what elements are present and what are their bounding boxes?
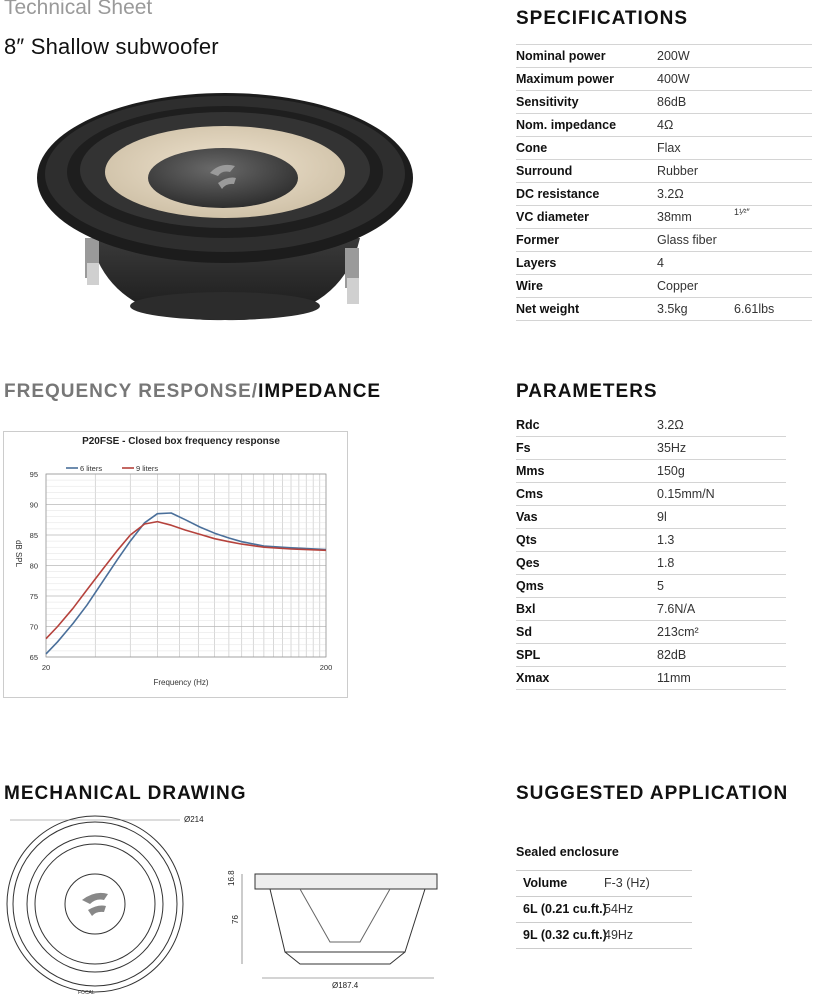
chart-title: P20FSE - Closed box frequency response	[82, 436, 280, 447]
spec-value: 4Ω	[657, 118, 674, 132]
parameter-row	[516, 598, 786, 621]
parameter-row	[516, 621, 786, 644]
parameter-label: Sd	[516, 625, 532, 639]
parameter-label: Vas	[516, 510, 538, 524]
spec-value: 3.5kg	[657, 302, 688, 316]
spec-value: 4	[657, 256, 664, 270]
dim-outer-label: Ø214	[184, 815, 204, 824]
spec-value: 38mm	[657, 210, 692, 224]
parameter-value: 150g	[657, 464, 685, 478]
spec-value: 400W	[657, 72, 690, 86]
x-tick-label: 20	[41, 663, 51, 672]
spec-row	[516, 275, 812, 298]
dim-height2-label: 76	[231, 915, 240, 924]
parameter-value: 3.2Ω	[657, 418, 684, 432]
specifications-title: SPECIFICATIONS	[516, 8, 688, 29]
application-row	[516, 897, 692, 923]
x-axis-label: Frequency (Hz)	[153, 678, 209, 687]
brand-mark: FOCAL	[78, 990, 95, 996]
parameter-label: Qts	[516, 533, 537, 547]
spec-label: DC resistance	[516, 187, 600, 201]
parameters-title: PARAMETERS	[516, 381, 658, 402]
parameter-row	[516, 506, 786, 529]
parameter-row	[516, 552, 786, 575]
parameter-label: Mms	[516, 464, 545, 478]
spec-row	[516, 298, 812, 321]
parameter-value: 1.8	[657, 556, 675, 570]
parameter-value: 1.3	[657, 533, 675, 547]
frequency-chart-panel	[3, 431, 348, 698]
y-tick-label: 90	[29, 500, 38, 510]
application-table	[516, 870, 692, 949]
parameter-row	[516, 437, 786, 460]
y-tick-label: 95	[29, 470, 38, 479]
y-tick-label: 70	[29, 622, 38, 632]
spec-label: Cone	[516, 141, 548, 155]
mechanical-drawing	[0, 812, 450, 997]
series-line	[46, 522, 326, 639]
parameter-label: Xmax	[516, 671, 550, 685]
parameter-label: Rdc	[516, 418, 540, 432]
spec-label: Maximum power	[516, 72, 614, 86]
application-title: SUGGESTED APPLICATION	[516, 783, 789, 804]
spec-row	[516, 68, 812, 91]
parameter-row	[516, 644, 786, 667]
y-axis-label: dB SPL	[14, 539, 23, 568]
parameters-table	[516, 414, 812, 690]
parameter-row	[516, 575, 786, 598]
application-row	[516, 923, 692, 949]
x-tick-label: 200	[319, 663, 333, 672]
parameter-value: 5	[657, 579, 664, 593]
parameter-row	[516, 529, 786, 552]
dim-base-label: Ø187.4	[332, 981, 359, 990]
spec-row	[516, 252, 812, 275]
application-header-row	[516, 870, 692, 897]
dim-height1-label: 16.8	[227, 870, 236, 886]
spec-label: Former	[516, 233, 560, 247]
y-tick-label: 75	[29, 592, 38, 601]
parameter-label: SPL	[516, 648, 541, 662]
spec-value: Glass fiber	[657, 233, 717, 247]
parameter-label: Qms	[516, 579, 544, 593]
spec-value: 86dB	[657, 95, 687, 109]
spec-value: 200W	[657, 49, 690, 63]
parameter-label: Fs	[516, 441, 531, 455]
spec-row	[516, 45, 812, 68]
spec-label: Wire	[516, 279, 543, 293]
parameter-value: 35Hz	[657, 441, 687, 455]
spec-label: Nominal power	[516, 49, 606, 63]
frequency-chart	[4, 432, 347, 697]
specifications-table	[516, 44, 812, 321]
spec-label: Net weight	[516, 302, 580, 316]
spec-value: Rubber	[657, 164, 698, 178]
application-header-volume: Volume	[523, 876, 568, 890]
application-subtitle: Sealed enclosure	[516, 845, 619, 859]
spec-row	[516, 91, 812, 114]
y-tick-label: 65	[29, 653, 38, 662]
parameter-row	[516, 483, 786, 506]
spec-label: VC diameter	[516, 210, 589, 224]
parameter-value: 7.6N/A	[657, 602, 696, 616]
subwoofer-photo	[30, 88, 430, 338]
parameter-value: 82dB	[657, 648, 687, 662]
spec-row	[516, 183, 812, 206]
y-tick-label: 85	[29, 531, 38, 540]
spec-label: Sensitivity	[516, 95, 579, 109]
product-title: 8″ Shallow subwoofer	[4, 34, 219, 59]
parameter-value: 11mm	[657, 671, 691, 685]
parameter-value: 9l	[657, 510, 667, 524]
spec-value: Flax	[657, 141, 681, 155]
application-f3: 54Hz	[604, 902, 634, 916]
application-f3: 49Hz	[604, 928, 634, 942]
spec-value: 3.2Ω	[657, 187, 684, 201]
frequency-section-title	[4, 381, 381, 403]
spec-label: Surround	[516, 164, 573, 178]
y-tick-label: 80	[29, 561, 38, 571]
parameter-label: Qes	[516, 556, 540, 570]
legend-label: 9 liters	[136, 464, 159, 473]
application-volume: 6L (0.21 cu.ft.)	[523, 902, 607, 916]
parameter-label: Bxl	[516, 602, 536, 616]
parameter-value: 0.15mm/N	[657, 487, 715, 501]
spec-value: Copper	[657, 279, 698, 293]
parameter-row	[516, 460, 786, 483]
spec-row	[516, 114, 812, 137]
spec-label: Layers	[516, 256, 557, 270]
parameter-label: Cms	[516, 487, 544, 501]
mechanical-title: MECHANICAL DRAWING	[4, 783, 247, 804]
spec-row	[516, 137, 812, 160]
spec-label: Nom. impedance	[516, 118, 617, 132]
parameter-row	[516, 667, 786, 690]
parameter-value: 213cm²	[657, 625, 699, 639]
spec-alt-value: 1¹⁄²″	[734, 207, 750, 217]
sheet-label: Technical Sheet	[4, 0, 153, 19]
parameter-row	[516, 414, 786, 437]
spec-row	[516, 229, 812, 252]
application-header-f3: F-3 (Hz)	[604, 876, 650, 890]
application-volume: 9L (0.32 cu.ft.)	[523, 928, 607, 942]
frequency-title-part2: IMPEDANCE	[258, 381, 382, 402]
spec-row	[516, 206, 812, 229]
spec-row	[516, 160, 812, 183]
frequency-title-part1: FREQUENCY RESPONSE/	[4, 381, 259, 402]
legend-label: 6 liters	[80, 464, 103, 473]
spec-alt-value: 6.61lbs	[734, 302, 775, 316]
